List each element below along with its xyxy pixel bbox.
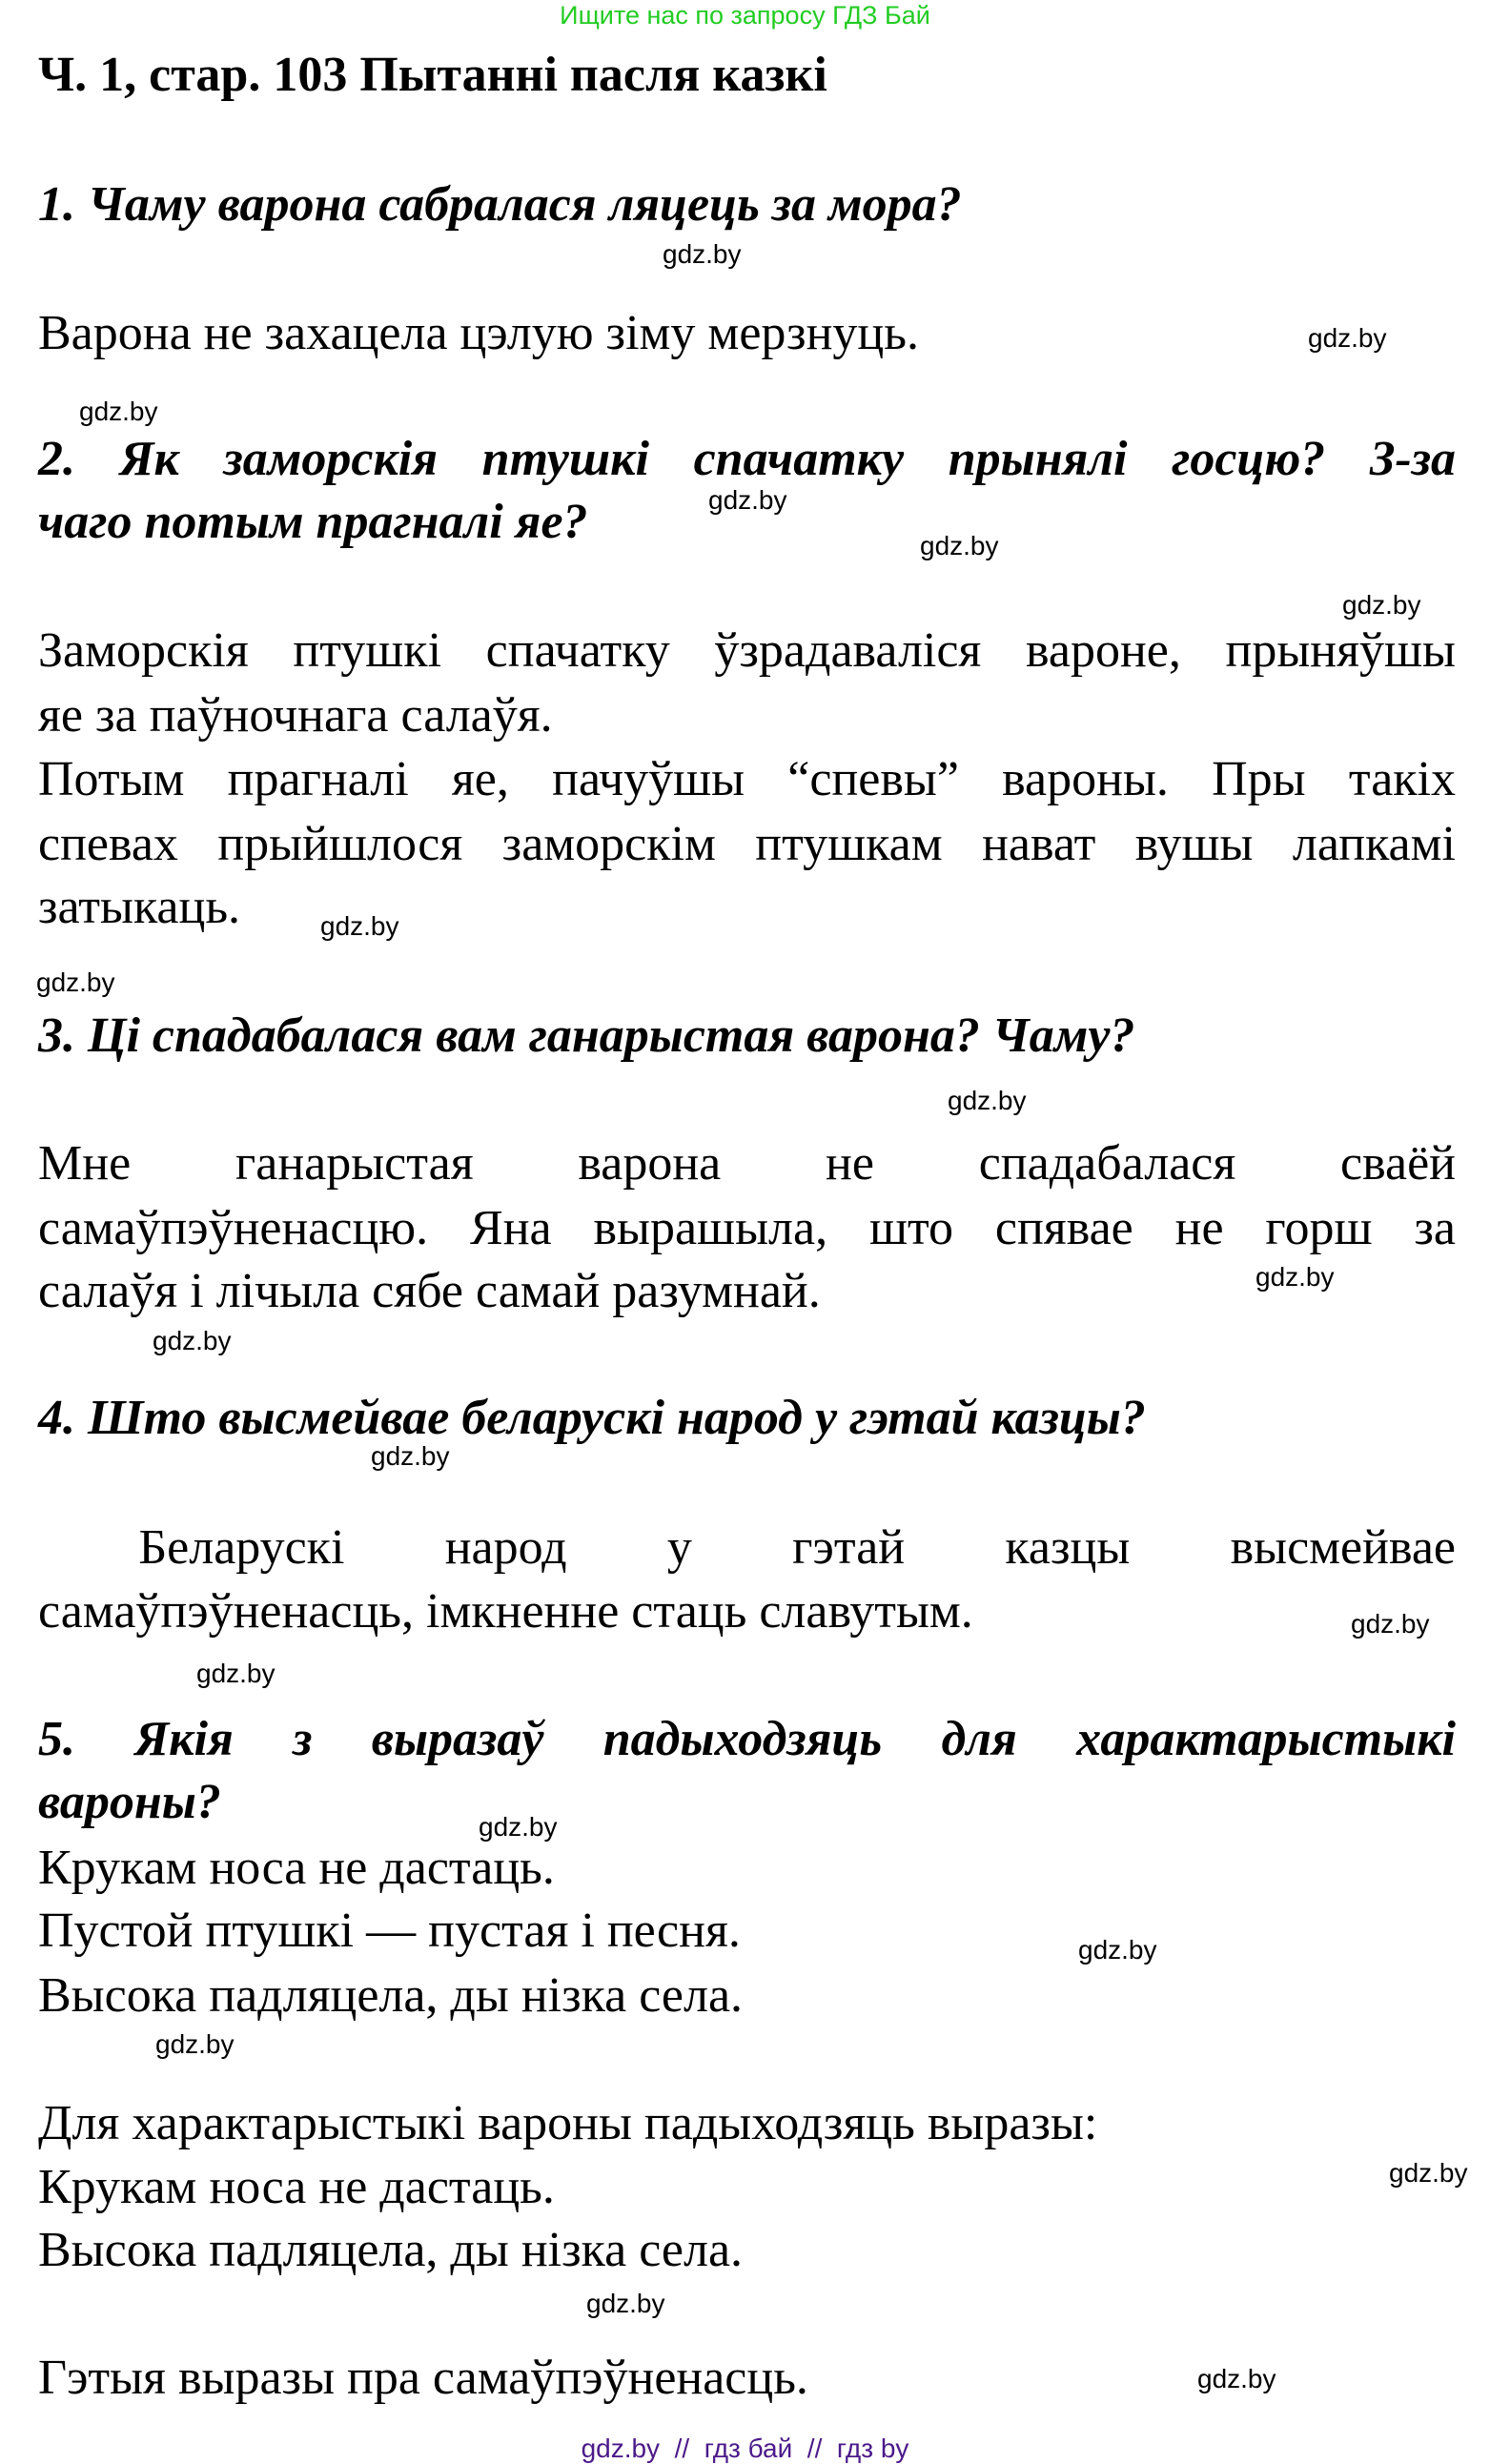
answer-5-line: Высока падляцела, ды нізка села.	[38, 2223, 744, 2277]
watermark: gdz.by	[948, 1086, 1027, 1115]
answer-3-line: салаўя і лічыла сябе самай разумнай.	[38, 1264, 821, 1318]
question-2-line: чаго потым прагналі яе?	[38, 495, 588, 549]
question-1: 1. Чаму варона сабралася ляцець за мора?	[38, 177, 962, 232]
question-2-line: 2. Як заморскія птушкі спачатку прынялі госцю? З-за	[38, 432, 1456, 486]
watermark: gdz.by	[196, 1659, 276, 1688]
watermark: gdz.by	[1389, 2158, 1468, 2188]
page-title: Ч. 1, стар. 103 Пытанні пасля казкі	[38, 48, 827, 102]
watermark: gdz.by	[920, 531, 999, 560]
answer-3-line: Мне ганарыстая варона не спадабалася сваёй	[38, 1136, 1456, 1191]
watermark: gdz.by	[708, 485, 787, 515]
answer-5-line: Высока падляцела, ды нізка села.	[38, 1968, 744, 2023]
answer-5-line: Для характарыстыкі вароны падыходзяць выразы:	[38, 2096, 1098, 2150]
answer-5-line: Крукам носа не дастаць.	[38, 2160, 555, 2214]
answer-2-line: Заморскія птушкі спачатку ўзрадаваліся вароне, прыняўшы	[38, 623, 1456, 678]
watermark: gdz.by	[479, 1812, 558, 1842]
watermark: gdz.by	[155, 2029, 235, 2059]
answer-2-line: Потым прагналі яе, пачуўшы “спевы” вароны. Пры такіх	[38, 752, 1456, 806]
answer-2-line: яе за паўночнага салаўя.	[38, 688, 553, 743]
answer-5-line: Пустой птушкі — пустая і песня.	[38, 1904, 741, 1958]
question-4: 4. Што высмейвае беларускі народ у гэтай казцы?	[38, 1391, 1146, 1445]
question-3: 3. Ці спадабалася вам ганарыстая варона? Чаму?	[38, 1008, 1135, 1063]
answer-2-line: спевах прыйшлося заморскім птушкам нават вушы лапкамі	[38, 817, 1456, 871]
watermark: gdz.by	[1255, 1262, 1335, 1292]
watermark: gdz.by	[320, 911, 399, 941]
question-5-line: 5. Якія з выразаў падыходзяць для характарыстыкі	[38, 1712, 1456, 1766]
answer-1: Варона не захацела цэлую зіму мерзнуць.	[38, 306, 919, 360]
watermark: gdz.by	[371, 1441, 450, 1471]
watermark: gdz.by	[79, 397, 158, 426]
watermark: gdz.by	[1078, 1935, 1157, 1965]
watermark: gdz.by	[1342, 590, 1421, 620]
answer-5-line: Крукам носа не дастаць.	[38, 1841, 555, 1895]
watermark: gdz.by	[1308, 323, 1387, 353]
answer-4-line: Беларускі народ у гэтай казцы высмейвае	[38, 1520, 1456, 1575]
watermark: gdz.by	[153, 1326, 232, 1355]
watermark: gdz.by	[663, 239, 742, 269]
answer-5-line: Гэтыя выразы пра самаўпэўненасць.	[38, 2351, 808, 2405]
watermark: gdz.by	[1351, 1609, 1430, 1639]
watermark: gdz.by	[36, 967, 115, 997]
answer-4-line: самаўпэўненасць, імкненне стаць славутым.	[38, 1584, 973, 1639]
answer-3-line: самаўпэўненасцю. Яна вырашыла, што спявае не горш за	[38, 1201, 1456, 1255]
search-hint-banner[interactable]: Ищите нас по запросу ГДЗ Бай	[560, 1, 930, 30]
watermark: gdz.by	[586, 2289, 665, 2318]
watermark: gdz.by	[1197, 2364, 1276, 2393]
footer-links[interactable]: gdz.by // гдз бай // гдз by	[581, 2433, 909, 2463]
answer-2-line: затыкаць.	[38, 880, 241, 934]
question-5-line: вароны?	[38, 1775, 221, 1829]
